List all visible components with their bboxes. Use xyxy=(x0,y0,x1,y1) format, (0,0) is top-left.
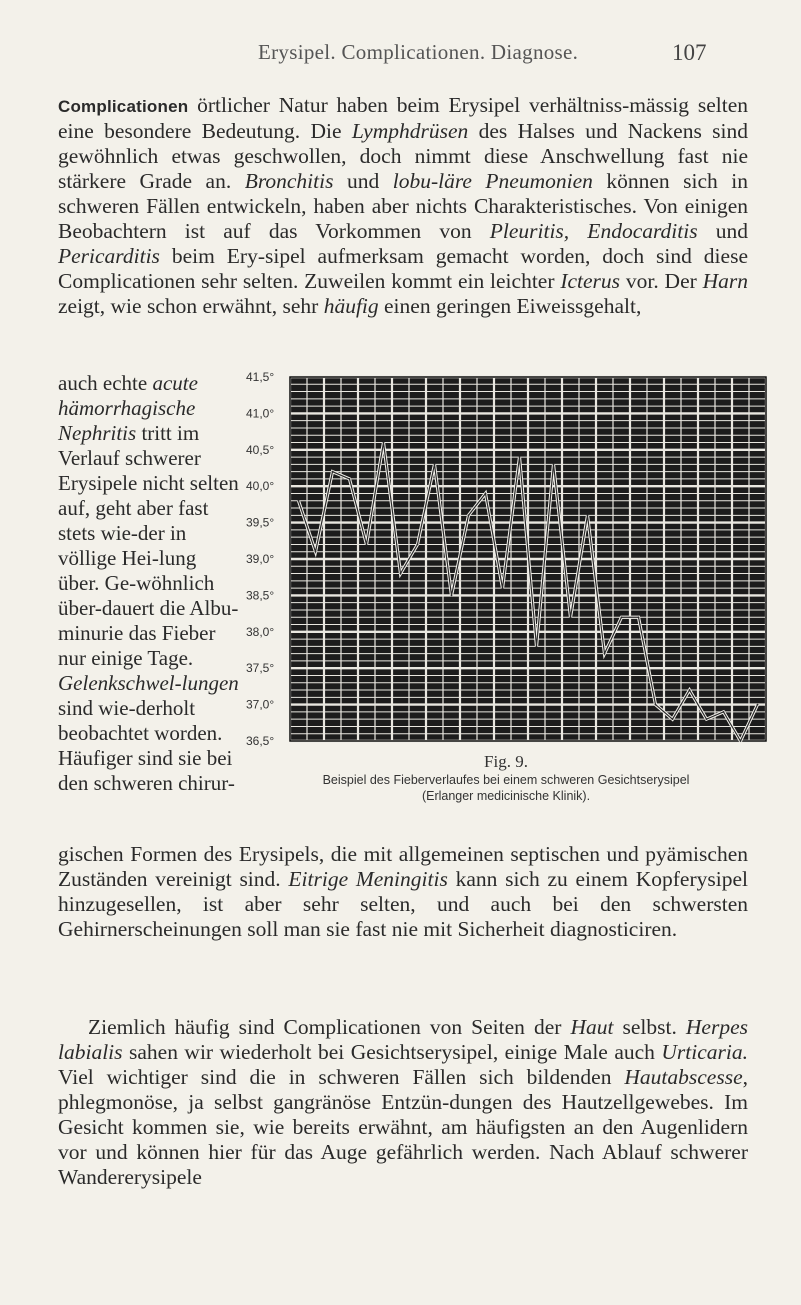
y-tick-label: 40,0° xyxy=(246,479,275,494)
temperature-point xyxy=(417,544,419,546)
page-header xyxy=(0,40,801,70)
temperature-point xyxy=(519,456,521,458)
temperature-point xyxy=(570,616,572,618)
paragraph-complications: Complicationen örtlicher Natur haben beim Erysipel verhältniss-mässig selten eine besondere Bedeutung. Die Lymphdrüsen des Halses und Nackens sind gewöhnlich etwas geschwollen, doch nimmt diese Anschwellung fast nie stärkere Grade an. Bronchitis und lobu-läre Pneumonien können sich in schweren Fällen entwickeln, haben aber nichts Charakteristisches. Von einigen Beobachtern ist auf das Vorkommen von Pleuritis, Endocarditis und Pericarditis beim Ery-sipel aufmerksam gemacht worden, doch sind diese Complicationen sehr selten. Zuweilen kommt ein leichter Icterus vor. Der Harn zeigt, wie schon erwähnt, sehr häufig einen geringen Eiweissgehalt, xyxy=(58,93,749,318)
temperature-point xyxy=(740,740,742,742)
temperature-point xyxy=(536,645,538,647)
paragraph-nephritis-column: auch echte acute hämorrhagische Nephritis tritt im Verlauf schwerer Erysipele nicht selten auf, geht aber fast stets wie-der in völlige Hei-lung über. Ge-wöhnlich über-dauert die Albu-minurie das Fieber nur einige Tage. Gelenkschwel-lungen sind wie-derholt beobachtet worden. Häufiger sind sie bei den schweren chirur- xyxy=(58,371,239,795)
temperature-point xyxy=(451,595,453,597)
temperature-point xyxy=(638,616,640,618)
temperature-point xyxy=(434,463,436,465)
temperature-point xyxy=(723,711,725,713)
figure-caption-line-1: Beispiel des Fieberverlaufes bei einem schweren Gesichtserysipel xyxy=(322,773,690,787)
temperature-point xyxy=(502,587,504,589)
running-title: Erysipel. Complicationen. Diagnose. xyxy=(258,40,579,64)
temperature-point xyxy=(706,718,708,720)
figure-caption xyxy=(244,772,768,804)
temperature-point xyxy=(553,463,555,465)
y-tick-label: 40,5° xyxy=(246,442,275,457)
temperature-point xyxy=(655,704,657,706)
figure-number: Fig. 9. xyxy=(484,752,528,771)
figure-caption-line-2: (Erlanger medicinische Klinik). xyxy=(421,789,591,803)
y-tick-label: 36,5° xyxy=(246,734,275,748)
page-number: 107 xyxy=(672,40,707,65)
temperature-point xyxy=(383,442,385,444)
temperature-point xyxy=(672,718,674,720)
y-tick-label: 41,5° xyxy=(246,370,275,384)
temperature-point xyxy=(485,493,487,495)
paragraph-meningitis: gischen Formen des Erysipels, die mit allgemeinen septischen und pyämischen Zuständen vereinigt sind. Eitrige Meningitis kann sich zu einem Kopferysipel hinzugesellen, ist aber sehr selten, und auch bei den schwersten Gehirnerscheinungen soll man sie fast nie mit Sicherheit diagnosticiren. xyxy=(58,842,748,941)
y-tick-label: 41,0° xyxy=(246,406,275,421)
temperature-point xyxy=(468,514,470,516)
temperature-point xyxy=(621,616,623,618)
paragraph-skin-complications: Ziemlich häufig sind Complicationen von Seiten der Haut selbst. Herpes labialis sahen wir wiederholt bei Gesichtserysipel, einige Male auch Urticaria. Viel wichtiger sind die in schweren Fällen sich bildenden Hautabscesse, phlegmonöse, ja selbst gangränöse Entzün-dungen des Hautzellgewebes. Im Gesicht kommen sie, wie bereits erwähnt, am häufigsten an den Augenlidern vor und können hier für das Auge gefährlich werden. Nach Ablauf schwerer Wandererysipele xyxy=(58,1015,748,1189)
temperature-point xyxy=(689,689,691,691)
fever-chart-figure xyxy=(244,365,768,825)
y-tick-label: 37,0° xyxy=(246,697,275,712)
temperature-point xyxy=(349,478,351,480)
side-heading: Complicationen xyxy=(58,97,189,116)
temperature-point xyxy=(757,704,759,706)
y-tick-label: 39,5° xyxy=(246,515,275,530)
temperature-point xyxy=(366,544,368,546)
y-tick-label: 39,0° xyxy=(246,552,275,566)
fever-chart xyxy=(244,365,768,750)
y-tick-label: 38,5° xyxy=(246,588,275,603)
y-tick-label: 38,0° xyxy=(246,624,275,639)
temperature-point xyxy=(604,653,606,655)
temperature-point xyxy=(400,573,402,575)
temperature-point xyxy=(587,514,589,516)
temperature-point xyxy=(315,551,317,553)
temperature-point xyxy=(298,500,300,502)
y-tick-label: 37,5° xyxy=(246,661,275,676)
temperature-point xyxy=(332,471,334,473)
